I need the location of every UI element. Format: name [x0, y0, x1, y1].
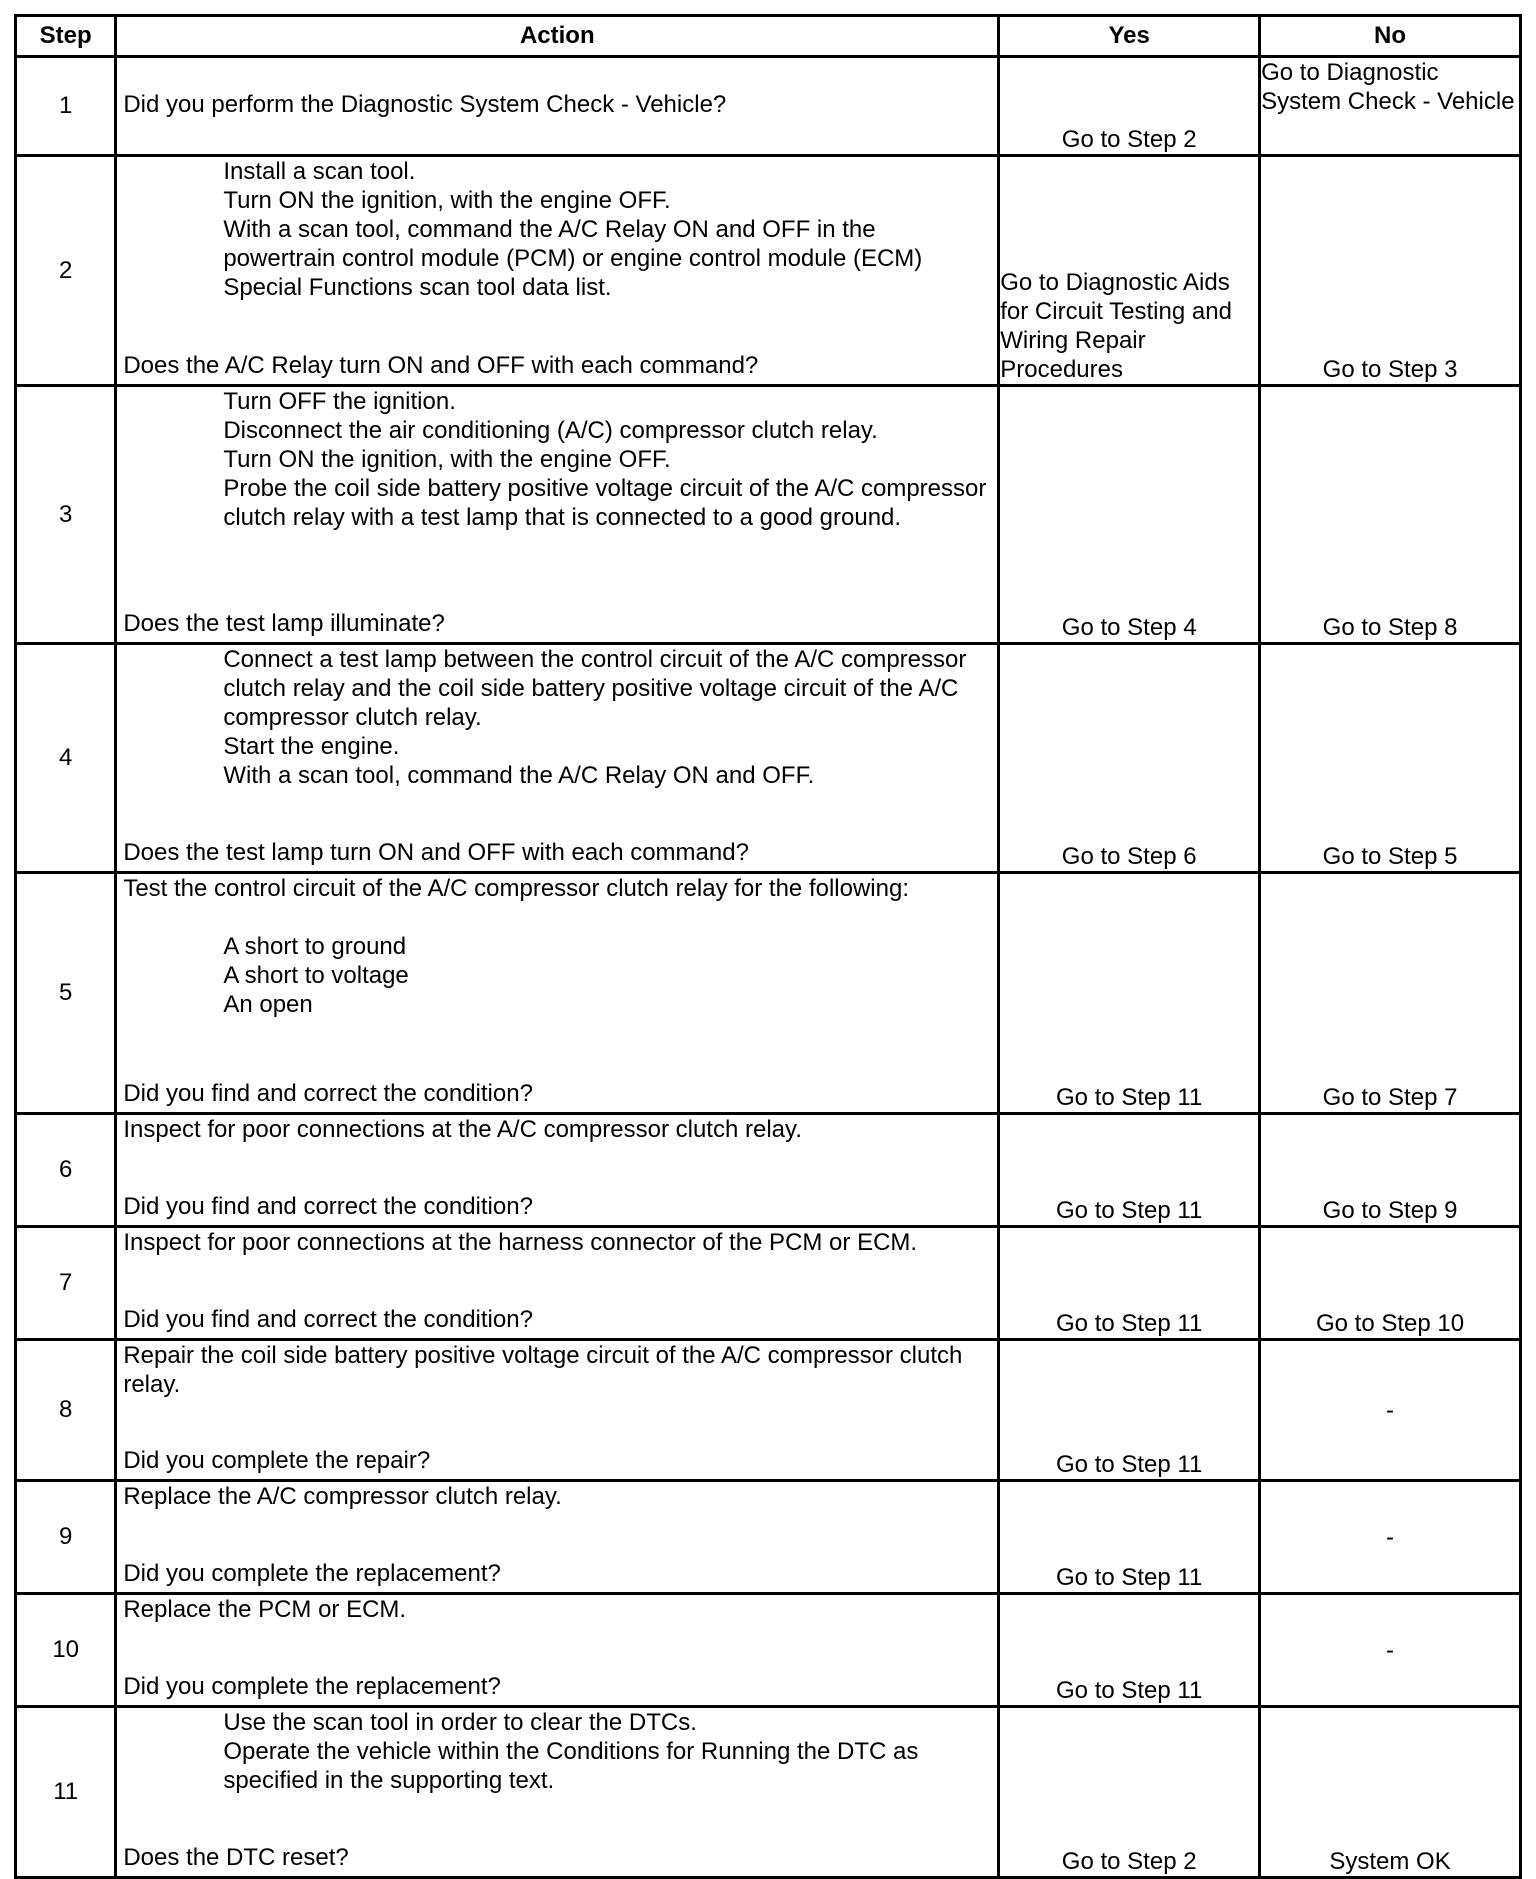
no-result: Go to Step 5 [1260, 644, 1521, 873]
no-result: System OK [1260, 1707, 1521, 1878]
step-number: 5 [16, 873, 116, 1114]
no-result: Go to Step 7 [1260, 873, 1521, 1114]
action-cell [116, 1340, 999, 1481]
action-instructions [123, 874, 991, 1019]
step-number: 1 [16, 57, 116, 156]
action-instructions [123, 1115, 991, 1144]
action-text: Inspect for poor connections at the A/C compressor clutch relay. [123, 1116, 802, 1143]
table-row [16, 644, 1521, 873]
action-cell [116, 1114, 999, 1227]
yes-result: Go to Step 11 [999, 1594, 1260, 1707]
step-number: 6 [16, 1114, 116, 1227]
action-question: Did you complete the repair? [123, 1447, 431, 1474]
yes-result: Go to Step 2 [999, 1707, 1260, 1878]
yes-result: Go to Step 4 [999, 386, 1260, 644]
action-instructions [123, 157, 991, 302]
action-question: Does the DTC reset? [123, 1844, 349, 1871]
action-step-item: Probe the coil side battery positive voltage circuit of the A/C compressor clutch relay with a test lamp that is connected to a good ground. [223, 475, 994, 531]
action-cell [116, 156, 999, 386]
action-instructions [123, 387, 994, 532]
action-step-item: A short to ground [223, 933, 407, 960]
table-row [16, 1481, 1521, 1594]
action-text: Repair the coil side battery positive voltage circuit of the A/C compressor clutch relay. [123, 1342, 970, 1398]
action-cell [116, 386, 999, 644]
action-question: Did you find and correct the condition? [123, 1193, 533, 1220]
no-result: - [1260, 1340, 1521, 1481]
action-step-item: With a scan tool, command the A/C Relay ON and OFF in the powertrain control module (PCM) or engine control module (ECM) Special Functions scan tool data list. [223, 216, 929, 301]
action-question: Did you find and correct the condition? [123, 1080, 533, 1107]
table-row [16, 1340, 1521, 1481]
step-number: 11 [16, 1707, 116, 1878]
yes-result: Go to Step 11 [999, 873, 1260, 1114]
no-result: Go to Step 8 [1260, 386, 1521, 644]
action-instructions [123, 1228, 991, 1257]
table-row [16, 156, 1521, 386]
yes-result: Go to Step 11 [999, 1227, 1260, 1340]
action-text: Test the control circuit of the A/C compressor clutch relay for the following: [123, 875, 909, 902]
action-step-item: With a scan tool, command the A/C Relay ON and OFF. [223, 762, 815, 789]
yes-result: Go to Step 11 [999, 1481, 1260, 1594]
action-step-item: Operate the vehicle within the Conditions for Running the DTC as specified in the supporting text. [223, 1738, 926, 1794]
action-cell [116, 1481, 999, 1594]
table-row [16, 873, 1521, 1114]
action-step-item: Install a scan tool. [223, 158, 416, 185]
action-step-item: Use the scan tool in order to clear the DTCs. [223, 1709, 697, 1736]
step-number: 9 [16, 1481, 116, 1594]
action-step-item: An open [223, 991, 313, 1018]
action-instructions [123, 1595, 991, 1624]
action-text: Did you perform the Diagnostic System Check - Vehicle? [123, 90, 727, 118]
header-row [16, 16, 1521, 57]
diagnostic-table [14, 14, 1522, 1879]
table-row [16, 1227, 1521, 1340]
action-instructions [123, 645, 991, 790]
yes-result: Go to Step 11 [999, 1340, 1260, 1481]
table-row [16, 1594, 1521, 1707]
action-text: Replace the A/C compressor clutch relay. [123, 1483, 562, 1510]
header-yes: Yes [999, 16, 1260, 57]
action-text: Replace the PCM or ECM. [123, 1596, 407, 1623]
action-cell [116, 1227, 999, 1340]
action-step-item: Start the engine. [223, 733, 400, 760]
action-step-item: A short to voltage [223, 962, 409, 989]
header-step: Step [16, 16, 116, 57]
header-action: Action [116, 16, 999, 57]
action-instructions [123, 1341, 991, 1399]
step-number: 2 [16, 156, 116, 386]
action-instructions [123, 1482, 991, 1511]
step-number: 10 [16, 1594, 116, 1707]
yes-result: Go to Step 2 [999, 57, 1260, 156]
action-step-item: Disconnect the air conditioning (A/C) compressor clutch relay. [223, 417, 878, 444]
step-number: 4 [16, 644, 116, 873]
header-no: No [1260, 16, 1521, 57]
action-question: Did you complete the replacement? [123, 1673, 501, 1700]
action-question: Does the test lamp illuminate? [123, 610, 445, 637]
step-number: 7 [16, 1227, 116, 1340]
step-number: 8 [16, 1340, 116, 1481]
table-row [16, 57, 1521, 156]
yes-result: Go to Step 11 [999, 1114, 1260, 1227]
action-step-item: Turn ON the ignition, with the engine OFF. [223, 446, 671, 473]
action-text: Inspect for poor connections at the harness connector of the PCM or ECM. [123, 1229, 918, 1256]
action-cell [116, 57, 999, 156]
action-cell [116, 1594, 999, 1707]
action-step-item: Connect a test lamp between the control circuit of the A/C compressor clutch relay and the coil side battery positive voltage circuit of the A/C compressor clutch relay. [223, 646, 974, 731]
no-result: - [1260, 1594, 1521, 1707]
table-row [16, 386, 1521, 644]
action-step-item: Turn OFF the ignition. [223, 388, 456, 415]
yes-result: Go to Diagnostic Aids for Circuit Testing and Wiring Repair Procedures [999, 156, 1260, 386]
action-question: Does the test lamp turn ON and OFF with each command? [123, 839, 749, 866]
no-result: Go to Step 3 [1260, 156, 1521, 386]
yes-result: Go to Step 6 [999, 644, 1260, 873]
action-step-item: Turn ON the ignition, with the engine OFF. [223, 187, 671, 214]
no-result: - [1260, 1481, 1521, 1594]
action-question: Does the A/C Relay turn ON and OFF with each command? [123, 352, 759, 379]
no-result: Go to Diagnostic System Check - Vehicle [1260, 57, 1521, 156]
action-question: Did you find and correct the condition? [123, 1306, 533, 1333]
action-instructions [123, 90, 991, 119]
no-result: Go to Step 10 [1260, 1227, 1521, 1340]
action-cell [116, 873, 999, 1114]
action-instructions [123, 1708, 991, 1795]
table-row [16, 1707, 1521, 1878]
action-cell [116, 1707, 999, 1878]
no-result: Go to Step 9 [1260, 1114, 1521, 1227]
table-row [16, 1114, 1521, 1227]
action-question: Did you complete the replacement? [123, 1560, 501, 1587]
step-number: 3 [16, 386, 116, 644]
action-cell [116, 644, 999, 873]
